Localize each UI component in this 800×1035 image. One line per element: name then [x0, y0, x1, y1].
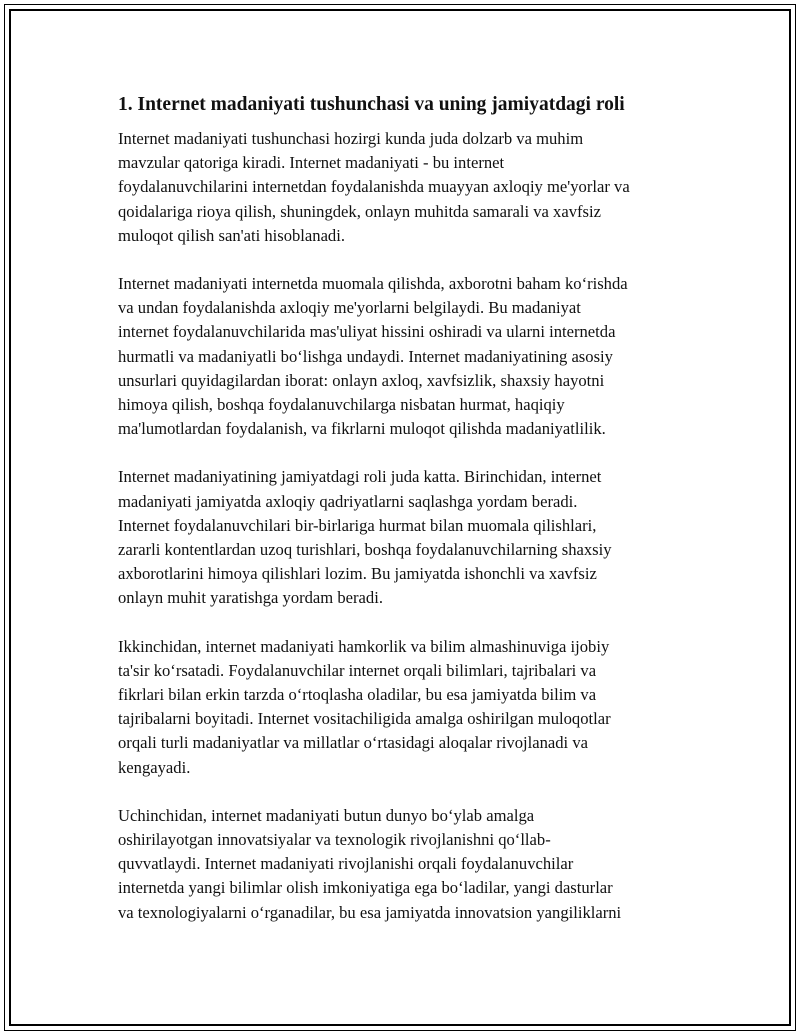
document-body	[118, 92, 698, 949]
paragraph-5	[118, 804, 698, 925]
paragraph-2	[118, 272, 698, 441]
text-line: ma'lumotlardan foydalanish, va fikrlarni muloqot qilishda madaniyatlilik.	[118, 419, 606, 439]
text-line: fikrlari bilan erkin tarzda o‘rtoqlasha oladilar, bu esa jamiyatda bilim va	[118, 685, 597, 705]
text-line: Internet madaniyati internetda muomala qilishda, axborotni baham ko‘rishda	[118, 274, 628, 294]
text-line: Uchinchidan, internet madaniyati butun dunyo bo‘ylab amalga	[118, 805, 535, 825]
text-line: va undan foydalanishda axloqiy me'yorlarni belgilaydi. Bu madaniyat	[118, 298, 581, 318]
paragraph-4	[118, 635, 698, 780]
text-line: hurmatli va madaniyatli bo‘lishga undaydi. Internet madaniyatining asosiy	[118, 346, 613, 366]
text-line: onlayn muhit yaratishga yordam beradi.	[118, 588, 383, 608]
text-line: Ikkinchidan, internet madaniyati hamkorlik va bilim almashinuviga ijobiy	[118, 636, 610, 656]
text-line: quvvatlaydi. Internet madaniyati rivojlanishi orqali foydalanuvchilar	[118, 854, 574, 874]
text-line: muloqot qilish san'ati hisoblanadi.	[118, 225, 345, 245]
text-line: internetda yangi bilimlar olish imkoniyatiga ega bo‘ladilar, yangi dasturlar	[118, 878, 613, 898]
text-line: mavzular qatoriga kiradi. Internet madaniyati - bu internet	[118, 153, 505, 173]
text-line: Internet madaniyati tushunchasi hozirgi kunda juda dolzarb va muhim	[118, 129, 584, 148]
text-line: internet foydalanuvchilarida mas'uliyat hissini oshiradi va ularni internetda	[118, 322, 616, 342]
text-line: va texnologiyalarni o‘rganadilar, bu esa jamiyatda innovatsion yangiliklarni	[118, 902, 622, 922]
text-line: Internet foydalanuvchilari bir-birlariga hurmat bilan muomala qilishlari,	[118, 515, 597, 535]
text-line: zararli kontentlardan uzoq turishlari, boshqa foydalanuvchilarning shaxsiy	[118, 540, 612, 560]
text-line: orqali turli madaniyatlar va millatlar o‘rtasidagi aloqalar rivojlanadi va	[118, 733, 588, 753]
text-line: ta'sir ko‘rsatadi. Foydalanuvchilar internet orqali bilimlari, tajribalari va	[118, 660, 597, 680]
text-line: himoya qilish, boshqa foydalanuvchilarga nisbatan hurmat, haqiqiy	[118, 395, 565, 415]
text-line: axborotlarini himoya qilishlari lozim. Bu jamiyatda ishonchli va xavfsiz	[118, 564, 597, 584]
text-line: madaniyati jamiyatda axloqiy qadriyatlarni saqlashga yordam beradi.	[118, 491, 578, 511]
text-line: oshirilayotgan innovatsiyalar va texnologik rivojlanishni qo‘llab-	[118, 830, 551, 850]
paragraph-1	[118, 127, 698, 248]
text-line: tajribalarni boyitadi. Internet vositachiligida amalga oshirilgan muloqotlar	[118, 709, 611, 729]
text-line: unsurlari quyidagilardan iborat: onlayn axloq, xavfsizlik, shaxsiy hayotni	[118, 370, 605, 390]
text-line: kengayadi.	[118, 757, 191, 777]
text-line: Internet madaniyatining jamiyatdagi roli juda katta. Birinchidan, internet	[118, 467, 602, 487]
paragraph-3	[118, 465, 698, 610]
text-line: foydalanuvchilarini internetdan foydalanishda muayyan axloqiy me'yorlar va	[118, 177, 630, 197]
section-heading: 1. Internet madaniyati tushunchasi va uning jamiyatdagi roli	[118, 94, 625, 115]
text-line: qoidalariga rioya qilish, shuningdek, onlayn muhitda samarali va xavfsiz	[118, 201, 601, 221]
